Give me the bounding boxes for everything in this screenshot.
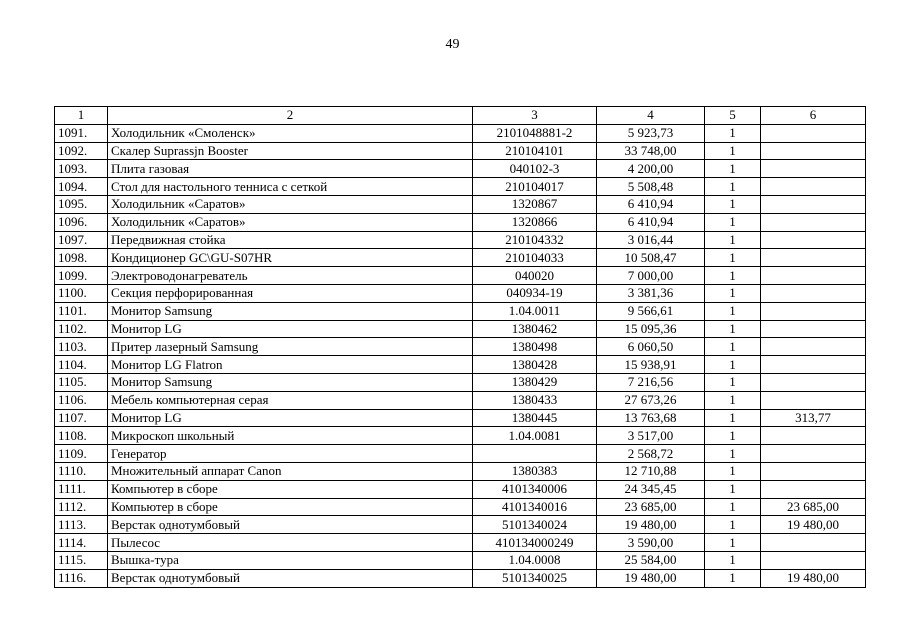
table-row — [55, 534, 866, 552]
item-name-cell: Передвижная стойка — [108, 231, 473, 249]
row-number-cell: 1099. — [55, 267, 108, 285]
row-number-cell: 1096. — [55, 213, 108, 231]
quantity-cell: 1 — [705, 480, 761, 498]
residual-value-cell — [761, 373, 866, 391]
inventory-code-cell: 1380429 — [473, 373, 597, 391]
residual-value-cell — [761, 356, 866, 374]
inventory-code-cell: 040934-19 — [473, 284, 597, 302]
quantity-cell: 1 — [705, 462, 761, 480]
residual-value-cell — [761, 391, 866, 409]
table-row — [55, 213, 866, 231]
quantity-cell: 1 — [705, 338, 761, 356]
residual-value-cell — [761, 534, 866, 552]
residual-value-cell — [761, 142, 866, 160]
table-row — [55, 516, 866, 534]
table-row — [55, 462, 866, 480]
item-name-cell: Стол для настольного тенниса с сеткой — [108, 178, 473, 196]
row-number-cell: 1109. — [55, 445, 108, 463]
item-name-cell: Электроводонагреватель — [108, 267, 473, 285]
table-row — [55, 480, 866, 498]
residual-value-cell: 19 480,00 — [761, 569, 866, 587]
cost-cell: 7 000,00 — [597, 267, 705, 285]
residual-value-cell — [761, 551, 866, 569]
row-number-cell: 1113. — [55, 516, 108, 534]
quantity-cell: 1 — [705, 391, 761, 409]
item-name-cell: Микроскоп школьный — [108, 427, 473, 445]
table-row — [55, 249, 866, 267]
inventory-table — [54, 106, 866, 588]
inventory-code-cell: 210104332 — [473, 231, 597, 249]
cost-cell: 19 480,00 — [597, 569, 705, 587]
table-row — [55, 427, 866, 445]
item-name-cell: Холодильник «Смоленск» — [108, 124, 473, 142]
cost-cell: 7 216,56 — [597, 373, 705, 391]
column-header: 6 — [761, 107, 866, 125]
inventory-code-cell: 1380428 — [473, 356, 597, 374]
table-row — [55, 338, 866, 356]
quantity-cell: 1 — [705, 178, 761, 196]
item-name-cell: Монитор LG — [108, 320, 473, 338]
item-name-cell: Монитор LG — [108, 409, 473, 427]
residual-value-cell — [761, 445, 866, 463]
column-header: 4 — [597, 107, 705, 125]
row-number-cell: 1105. — [55, 373, 108, 391]
row-number-cell: 1108. — [55, 427, 108, 445]
item-name-cell: Монитор Samsung — [108, 373, 473, 391]
table-row — [55, 445, 866, 463]
table-row — [55, 409, 866, 427]
residual-value-cell: 23 685,00 — [761, 498, 866, 516]
quantity-cell: 1 — [705, 302, 761, 320]
item-name-cell: Холодильник «Саратов» — [108, 213, 473, 231]
item-name-cell: Мебель компьютерная серая — [108, 391, 473, 409]
residual-value-cell — [761, 284, 866, 302]
cost-cell: 9 566,61 — [597, 302, 705, 320]
row-number-cell: 1095. — [55, 195, 108, 213]
quantity-cell: 1 — [705, 142, 761, 160]
table-row — [55, 160, 866, 178]
residual-value-cell — [761, 462, 866, 480]
quantity-cell: 1 — [705, 409, 761, 427]
quantity-cell: 1 — [705, 534, 761, 552]
inventory-code-cell: 210104101 — [473, 142, 597, 160]
residual-value-cell — [761, 320, 866, 338]
item-name-cell: Монитор LG Flatron — [108, 356, 473, 374]
quantity-cell: 1 — [705, 213, 761, 231]
inventory-code-cell: 040020 — [473, 267, 597, 285]
quantity-cell: 1 — [705, 569, 761, 587]
quantity-cell: 1 — [705, 445, 761, 463]
quantity-cell: 1 — [705, 427, 761, 445]
quantity-cell: 1 — [705, 231, 761, 249]
cost-cell: 6 410,94 — [597, 195, 705, 213]
row-number-cell: 1098. — [55, 249, 108, 267]
row-number-cell: 1103. — [55, 338, 108, 356]
table-row — [55, 551, 866, 569]
column-header: 3 — [473, 107, 597, 125]
item-name-cell: Множительный аппарат Canon — [108, 462, 473, 480]
row-number-cell: 1111. — [55, 480, 108, 498]
inventory-code-cell: 1380383 — [473, 462, 597, 480]
inventory-code-cell: 4101340006 — [473, 480, 597, 498]
row-number-cell: 1114. — [55, 534, 108, 552]
residual-value-cell — [761, 302, 866, 320]
quantity-cell: 1 — [705, 267, 761, 285]
inventory-code-cell: 1320866 — [473, 213, 597, 231]
cost-cell: 13 763,68 — [597, 409, 705, 427]
table-row — [55, 320, 866, 338]
item-name-cell: Компьютер в сборе — [108, 480, 473, 498]
residual-value-cell: 19 480,00 — [761, 516, 866, 534]
cost-cell: 3 590,00 — [597, 534, 705, 552]
inventory-code-cell: 1.04.0081 — [473, 427, 597, 445]
residual-value-cell: 313,77 — [761, 409, 866, 427]
quantity-cell: 1 — [705, 320, 761, 338]
table-row — [55, 569, 866, 587]
inventory-code-cell: 1380498 — [473, 338, 597, 356]
item-name-cell: Монитор Samsung — [108, 302, 473, 320]
item-name-cell: Кондиционер GC\GU-S07HR — [108, 249, 473, 267]
residual-value-cell — [761, 427, 866, 445]
residual-value-cell — [761, 195, 866, 213]
item-name-cell: Пылесос — [108, 534, 473, 552]
item-name-cell: Холодильник «Саратов» — [108, 195, 473, 213]
table-row — [55, 391, 866, 409]
quantity-cell: 1 — [705, 195, 761, 213]
table-row — [55, 124, 866, 142]
inventory-code-cell: 1.04.0008 — [473, 551, 597, 569]
inventory-code-cell: 5101340024 — [473, 516, 597, 534]
table-body — [55, 124, 866, 587]
table-row — [55, 142, 866, 160]
inventory-code-cell — [473, 445, 597, 463]
row-number-cell: 1102. — [55, 320, 108, 338]
quantity-cell: 1 — [705, 249, 761, 267]
item-name-cell: Секция перфорированная — [108, 284, 473, 302]
inventory-code-cell: 1320867 — [473, 195, 597, 213]
cost-cell: 33 748,00 — [597, 142, 705, 160]
residual-value-cell — [761, 249, 866, 267]
cost-cell: 5 923,73 — [597, 124, 705, 142]
inventory-code-cell: 1380445 — [473, 409, 597, 427]
inventory-code-cell: 2101048881-2 — [473, 124, 597, 142]
cost-cell: 12 710,88 — [597, 462, 705, 480]
cost-cell: 15 095,36 — [597, 320, 705, 338]
item-name-cell: Вышка-тура — [108, 551, 473, 569]
quantity-cell: 1 — [705, 160, 761, 178]
column-header: 2 — [108, 107, 473, 125]
row-number-cell: 1097. — [55, 231, 108, 249]
row-number-cell: 1093. — [55, 160, 108, 178]
inventory-code-cell: 040102-3 — [473, 160, 597, 178]
quantity-cell: 1 — [705, 516, 761, 534]
cost-cell: 10 508,47 — [597, 249, 705, 267]
cost-cell: 25 584,00 — [597, 551, 705, 569]
table-row — [55, 373, 866, 391]
table-row — [55, 356, 866, 374]
cost-cell: 6 410,94 — [597, 213, 705, 231]
row-number-cell: 1112. — [55, 498, 108, 516]
inventory-code-cell: 4101340016 — [473, 498, 597, 516]
inventory-code-cell: 410134000249 — [473, 534, 597, 552]
residual-value-cell — [761, 213, 866, 231]
table-row — [55, 231, 866, 249]
table-row — [55, 267, 866, 285]
inventory-code-cell: 5101340025 — [473, 569, 597, 587]
quantity-cell: 1 — [705, 551, 761, 569]
cost-cell: 3 016,44 — [597, 231, 705, 249]
row-number-cell: 1104. — [55, 356, 108, 374]
table-row — [55, 284, 866, 302]
inventory-code-cell: 210104033 — [473, 249, 597, 267]
column-header: 5 — [705, 107, 761, 125]
item-name-cell: Компьютер в сборе — [108, 498, 473, 516]
residual-value-cell — [761, 124, 866, 142]
cost-cell: 27 673,26 — [597, 391, 705, 409]
cost-cell: 4 200,00 — [597, 160, 705, 178]
item-name-cell: Верстак однотумбовый — [108, 569, 473, 587]
cost-cell: 15 938,91 — [597, 356, 705, 374]
item-name-cell: Плита газовая — [108, 160, 473, 178]
row-number-cell: 1092. — [55, 142, 108, 160]
inventory-code-cell: 1380433 — [473, 391, 597, 409]
quantity-cell: 1 — [705, 356, 761, 374]
row-number-cell: 1094. — [55, 178, 108, 196]
quantity-cell: 1 — [705, 498, 761, 516]
row-number-cell: 1101. — [55, 302, 108, 320]
row-number-cell: 1116. — [55, 569, 108, 587]
quantity-cell: 1 — [705, 124, 761, 142]
cost-cell: 23 685,00 — [597, 498, 705, 516]
row-number-cell: 1100. — [55, 284, 108, 302]
row-number-cell: 1091. — [55, 124, 108, 142]
page-number: 49 — [445, 37, 460, 52]
cost-cell: 24 345,45 — [597, 480, 705, 498]
residual-value-cell — [761, 480, 866, 498]
row-number-cell: 1110. — [55, 462, 108, 480]
residual-value-cell — [761, 178, 866, 196]
cost-cell: 2 568,72 — [597, 445, 705, 463]
row-number-cell: 1115. — [55, 551, 108, 569]
residual-value-cell — [761, 160, 866, 178]
inventory-code-cell: 1.04.0011 — [473, 302, 597, 320]
residual-value-cell — [761, 267, 866, 285]
item-name-cell: Верстак однотумбовый — [108, 516, 473, 534]
cost-cell: 3 381,36 — [597, 284, 705, 302]
item-name-cell: Скалер Suprassjn Booster — [108, 142, 473, 160]
table-row — [55, 178, 866, 196]
cost-cell: 3 517,00 — [597, 427, 705, 445]
quantity-cell: 1 — [705, 373, 761, 391]
column-header: 1 — [55, 107, 108, 125]
inventory-code-cell: 1380462 — [473, 320, 597, 338]
residual-value-cell — [761, 231, 866, 249]
table-row — [55, 498, 866, 516]
row-number-cell: 1107. — [55, 409, 108, 427]
row-number-cell: 1106. — [55, 391, 108, 409]
residual-value-cell — [761, 338, 866, 356]
item-name-cell: Генератор — [108, 445, 473, 463]
table-row — [55, 195, 866, 213]
table-row — [55, 302, 866, 320]
cost-cell: 5 508,48 — [597, 178, 705, 196]
table-header-row — [55, 107, 866, 125]
cost-cell: 19 480,00 — [597, 516, 705, 534]
item-name-cell: Притер лазерный Samsung — [108, 338, 473, 356]
inventory-code-cell: 210104017 — [473, 178, 597, 196]
quantity-cell: 1 — [705, 284, 761, 302]
cost-cell: 6 060,50 — [597, 338, 705, 356]
